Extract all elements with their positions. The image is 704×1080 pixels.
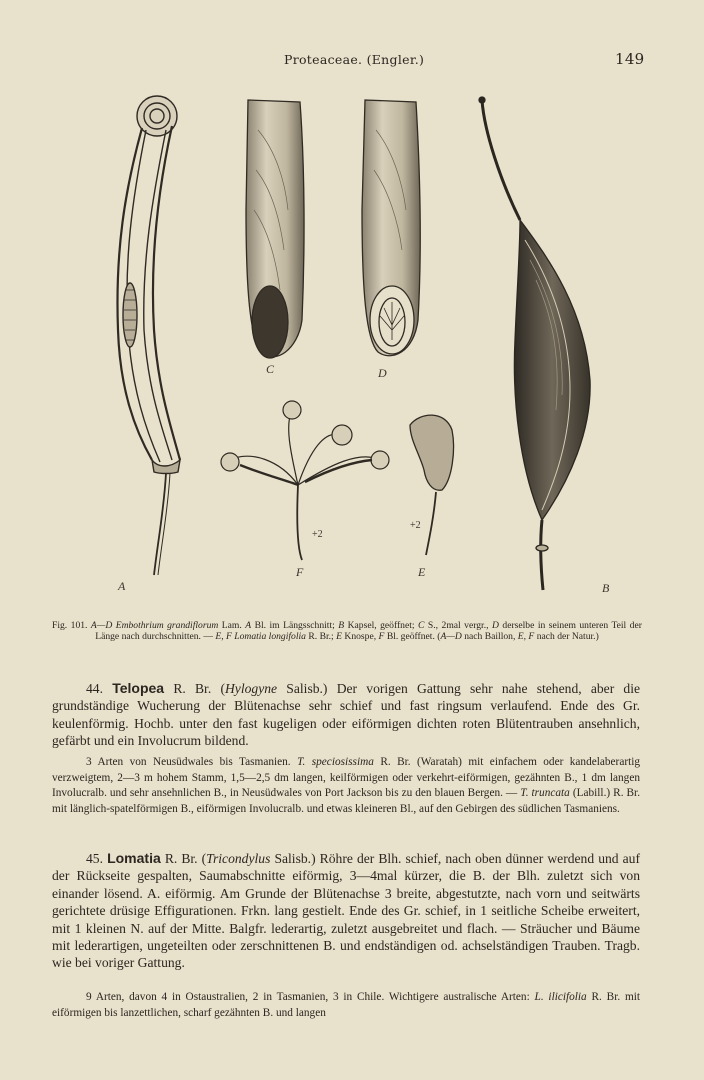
species-name: T. truncata bbox=[520, 787, 570, 800]
section-number: 45. bbox=[86, 851, 103, 866]
caption-text: Lam. bbox=[221, 620, 242, 631]
genus-author: R. Br. bbox=[164, 851, 198, 866]
label-f: F bbox=[296, 565, 304, 579]
caption-letter: C bbox=[418, 620, 425, 631]
plate-illustration bbox=[80, 90, 640, 605]
caption-text: derselbe in seinem unteren Teil der Länge nach durchschnitten. — bbox=[95, 620, 642, 643]
caption-letter: E, F bbox=[517, 631, 535, 643]
caption-text: Bl. im Längsschnitt; bbox=[254, 620, 335, 631]
figure-e-bud bbox=[410, 415, 454, 555]
caption-text: Bl. geöffnet. ( bbox=[386, 631, 441, 643]
species-text: 3 Arten von Neusüdwales bis Tasmanien. bbox=[86, 756, 291, 768]
section-number: 44. bbox=[86, 681, 103, 696]
caption-letter: A bbox=[245, 620, 252, 631]
caption-species: E, F Lomatia longifolia bbox=[215, 631, 306, 643]
scale-mark-e: +2 bbox=[410, 520, 421, 531]
figure-f-open-flower bbox=[221, 401, 389, 560]
caption-letter: A—D bbox=[440, 631, 462, 643]
label-a: A bbox=[118, 579, 126, 593]
caption-letter: D bbox=[491, 620, 499, 631]
figure-b-capsule bbox=[479, 97, 590, 590]
section-44-species bbox=[52, 755, 640, 817]
section-45-lomatia bbox=[52, 850, 640, 972]
synonym-author: Salisb.) bbox=[274, 851, 316, 866]
label-e: E bbox=[418, 565, 426, 579]
botanical-plate bbox=[80, 90, 640, 605]
label-d: D bbox=[378, 366, 387, 380]
page-number: 149 bbox=[615, 50, 645, 68]
scale-mark-f: +2 bbox=[312, 529, 323, 540]
caption-text: S., 2mal vergr., bbox=[427, 620, 489, 631]
species-name: L. ilicifolia bbox=[534, 991, 587, 1003]
caption-letter: F bbox=[378, 631, 385, 643]
genus-name: Telopea bbox=[112, 680, 165, 696]
caption-text: R. Br.; bbox=[308, 631, 334, 643]
synonym-author: Salisb.) bbox=[286, 681, 328, 696]
label-b: B bbox=[602, 581, 610, 595]
synonym-paren: ( bbox=[201, 851, 207, 866]
section-44-telopea bbox=[52, 680, 640, 750]
caption-text: nach Baillon, bbox=[464, 631, 516, 643]
genus-author: R. Br. bbox=[173, 681, 212, 696]
caption-fig-number: Fig. 101. bbox=[52, 620, 88, 631]
caption-text: Knospe, bbox=[344, 631, 377, 643]
synonym-paren: ( bbox=[220, 681, 225, 696]
running-head-title: Proteaceae. (Engler.) bbox=[284, 52, 425, 67]
caption-letter: E bbox=[336, 631, 342, 643]
synonym-name: Hylogyne bbox=[224, 681, 278, 696]
species-name: T. speciosissima bbox=[297, 756, 374, 768]
species-text: (Labill.) R. Br. mit länglich-spatelförmigen B., eiförmigen Involucralb. und etwas kleineren Bl., auf den Gebirgen des südlichen Tasmaniens. bbox=[52, 787, 641, 815]
caption-species: A—D Embothrium grandiflorum bbox=[90, 620, 219, 631]
running-head bbox=[0, 52, 704, 72]
section-45-species bbox=[52, 990, 640, 1021]
caption-text: Kapsel, geöffnet; bbox=[347, 620, 415, 631]
species-text: R. Br. mit eiförmigen bis lanzettlichen, scharf gezähnten B. und langen bbox=[52, 991, 641, 1019]
figure-d-seed-cut bbox=[362, 100, 420, 356]
species-text: R. Br. (Waratah) mit einfachem oder kandelaberartig verzweigtem, 2—3 m hohem Stamm, 1,5—2,5 dm langen, keilförmigen oder verkehrt-eiförmigen, gezähnten B., 1 dm langen Involucralb. und sehr ansehnlichen B., in Neusüdwales von Port Jackson bis zu den blauen Bergen. — bbox=[52, 756, 641, 800]
genus-description: Röhre der Blh. schief, nach oben dünner werdend und auf der Rückseite gespalten, Saumabschnitte eiförmig, 3—4mal kürzer, die B. der Blh. zuletzt sich von einander lösend. A. eiförmig. Am Grunde der Blütenachse 3 breite, abgestutzte, nach vorn und seitwärts gerichtete drüsige Effigurationen. Frkn. lang gestielt. Ende des Gr. schief, in 1 seitliche Scheibe erweitert, mit 1 kleinen N. auf der Mitte. Balgfr. lederartig, zuletzt ausgebreitet und flach. — Sträucher und Bäume mit lederartigen, ungeteilten oder zerschnittenen B. und endständigen od. achselständigen Trauben. Tragb. wie bei voriger Gattung. bbox=[52, 851, 641, 971]
figure-c-seed bbox=[246, 100, 304, 358]
caption-letter: B bbox=[338, 620, 345, 631]
caption-text: nach der Natur.) bbox=[536, 631, 599, 643]
species-text: 9 Arten, davon 4 in Ostaustralien, 2 in Tasmanien, 3 in Chile. Wichtigere australische Arten: bbox=[86, 991, 530, 1003]
figure-caption bbox=[52, 620, 642, 643]
genus-name: Lomatia bbox=[107, 850, 161, 866]
label-c: C bbox=[266, 362, 275, 376]
genus-description: Der vorigen Gattung sehr nahe stehend, aber die grundständige Wucherung der Blütenachse sehr schief und fast ringsum verlaufend. Ende des Gr. keulenförmig. Hochb. unter den fast kugeligen oder eiförmigen dichten roten Blütentrauben ansehnlich, gefärbt und ein Involucrum bildend. bbox=[52, 681, 641, 749]
figure-a-flower-section bbox=[117, 96, 180, 575]
synonym-name: Tricondylus bbox=[206, 851, 271, 866]
